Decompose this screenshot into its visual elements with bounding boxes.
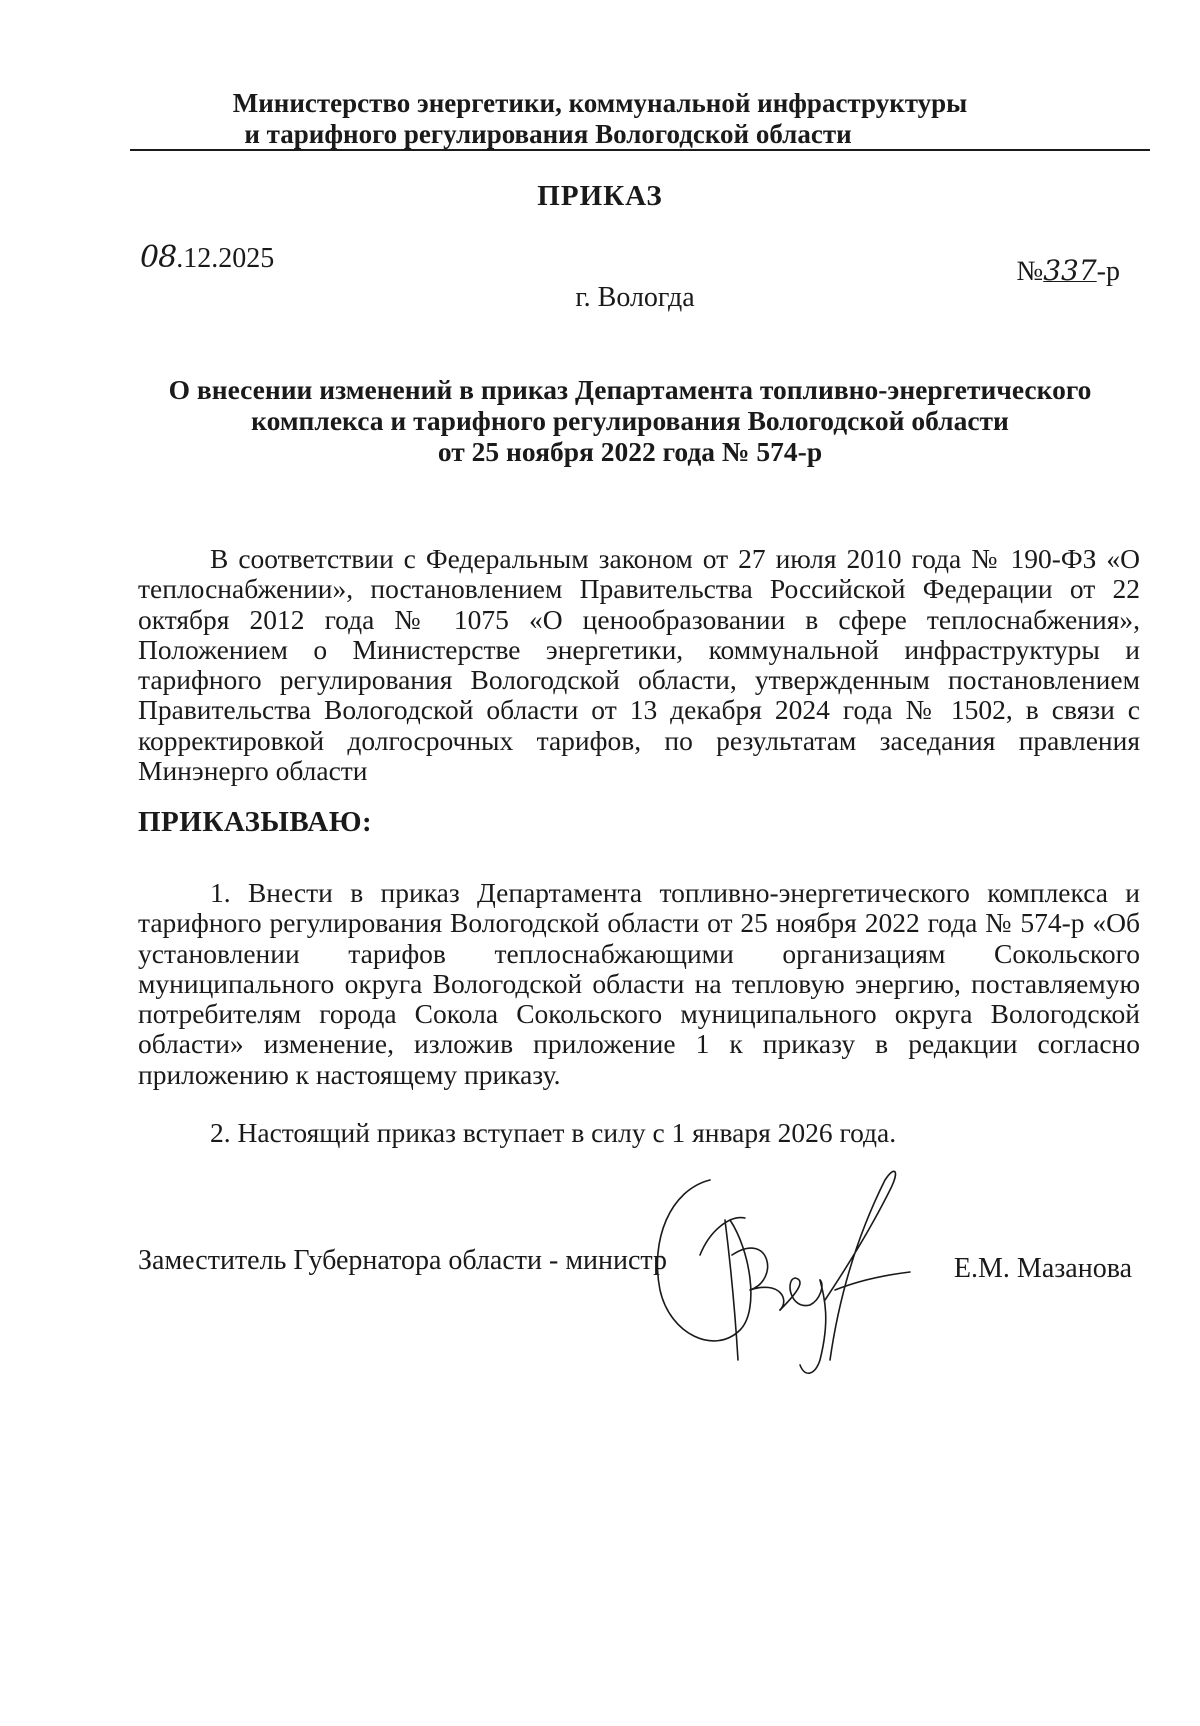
document-type: ПРИКАЗ [537, 180, 663, 212]
number-prefix: № [1016, 256, 1044, 287]
order-item-2: 2. Настоящий приказ вступает в силу с 1 января 2026 года. [210, 1117, 897, 1148]
order-item-1: 1. Внести в приказ Департамента топливно-энергетического комплекса и тарифного регулирования Вологодской области от 25 ноября 2022 года № 574-р «Об установлении тарифов теплоснабжающими организациям Сокольского муниципального округа Вологодской области на тепловую энергию, поставляемую потребителям города Сокола Сокольского муниципального округа Вологодской области» изменение, изложив приложение 1 к приказу в редакции согласно приложению к настоящему приказу. [138, 877, 1140, 1090]
document-date [140, 240, 274, 275]
ministry-name-line1: Министерство энергетики, коммунальной инфраструктуры [232, 88, 968, 118]
subject-line2: комплекса и тарифного регулирования Вологодской области [251, 405, 1009, 436]
signer-name: Е.М. Мазанова [953, 1253, 1132, 1284]
date-day-handwritten: 08 [140, 240, 177, 275]
date-rest: .12.2025 [176, 243, 275, 274]
header-divider [130, 149, 1150, 151]
ministry-header [100, 88, 1100, 150]
document-city: г. Вологда [575, 282, 695, 313]
number-handwritten: 337 [1043, 254, 1097, 287]
order-word: ПРИКАЗЫВАЮ: [138, 806, 373, 838]
handwritten-signature-icon [630, 1160, 960, 1390]
document-subject [130, 374, 1130, 467]
subject-line3: от 25 ноября 2022 года № 574-р [437, 436, 823, 467]
subject-line1: О внесении изменений в приказ Департамента топливно-энергетического [168, 374, 1092, 405]
ministry-name-line2: и тарифного регулирования Вологодской области [244, 119, 852, 149]
signer-position: Заместитель Губернатора области - министр [138, 1245, 667, 1276]
preamble-paragraph: В соответствии с Федеральным законом от 27 июля 2010 года № 190-ФЗ «О теплоснабжении», постановлением Правительства Российской Федерации от 22 октября 2012 года № 1075 «О ценообразовании в сфере теплоснабжения», Положением о Министерстве энергетики, коммунальной инфраструктуры и тарифного регулирования Вологодской области, утвержденным постановлением Правительства Вологодской области от 13 декабря 2024 года № 1502, в связи с корректировкой долгосрочных тарифов, по результатам заседания правления Минэнерго области [138, 543, 1140, 787]
number-suffix: -р [1096, 256, 1120, 287]
